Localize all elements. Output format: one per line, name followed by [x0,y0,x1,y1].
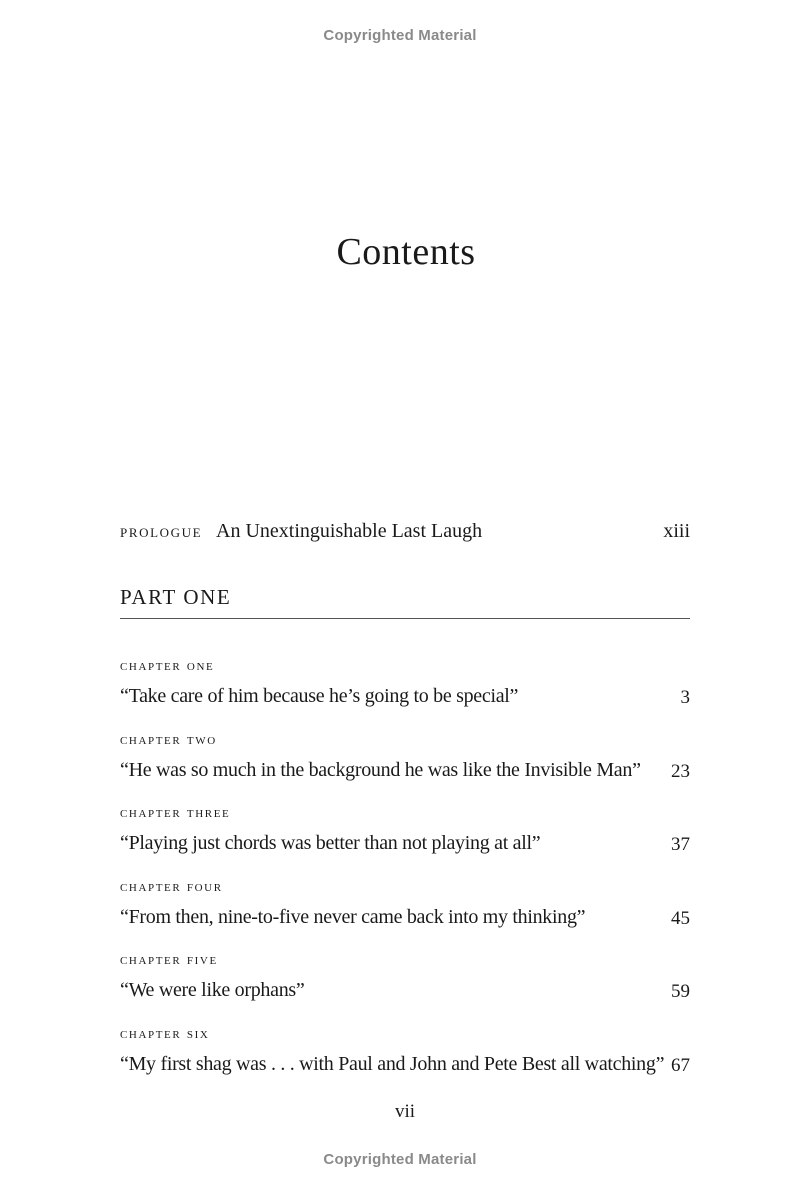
toc-entry-chapter-five [120,950,690,1002]
toc-entry-chapter-three [120,803,690,855]
toc-entry-chapter-six [120,1024,690,1076]
chapter-page-number: 45 [671,908,690,929]
watermark-bottom: Copyrighted Material [323,1151,477,1168]
chapter-page-number: 59 [671,981,690,1002]
chapter-title: “He was so much in the background he was like the Invisible Man” [120,759,641,781]
chapter-label: chapter five [120,951,218,968]
prologue-page-number: xiii [663,520,690,542]
toc-entry-chapter-two [120,730,690,782]
chapter-title: “From then, nine-to-five never came back into my thinking” [120,906,586,928]
toc-entry-chapter-four [120,877,690,929]
chapter-title: “My first shag was . . . with Paul and John and Pete Best all watching” [120,1053,665,1075]
chapter-label: chapter one [120,657,215,674]
prologue-title: An Unextinguishable Last Laugh [216,520,483,542]
toc-entry-chapter-one [120,656,690,708]
chapter-label: chapter three [120,804,231,821]
watermark-top: Copyrighted Material [323,27,477,44]
chapter-label: chapter two [120,731,217,748]
page-number: vii [394,1101,416,1122]
chapter-page-number: 3 [680,687,690,708]
chapter-title: “Playing just chords was better than not playing at all” [120,832,541,854]
page-title: Contents [336,231,476,273]
chapter-label: chapter four [120,878,223,895]
chapter-title: “We were like orphans” [120,979,305,1001]
chapter-page-number: 67 [671,1055,690,1076]
chapter-page-number: 23 [671,761,690,782]
chapter-title: “Take care of him because he’s going to be special” [120,685,519,707]
toc-entry-prologue [120,517,690,545]
part-heading: PART ONE [120,583,690,619]
prologue-label: prologue [120,521,203,541]
chapter-page-number: 37 [671,834,690,855]
chapter-label: chapter six [120,1025,210,1042]
